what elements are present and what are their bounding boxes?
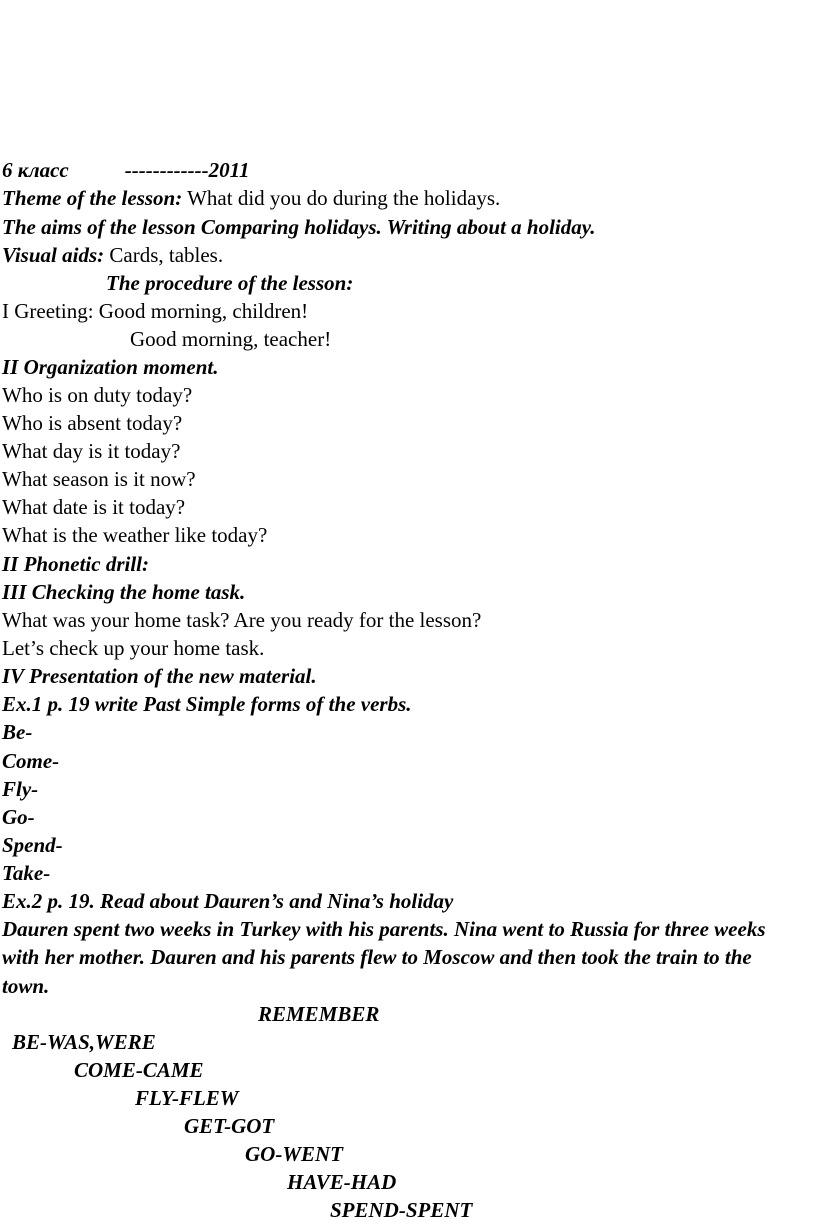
question-item: What date is it today? (2, 495, 186, 519)
theme-label: Theme of the lesson: (2, 186, 183, 210)
verb-form: GET-GOT (184, 1114, 275, 1138)
visual-aids-value: Cards, tables. (104, 243, 224, 267)
verb-form: FLY-FLEW (135, 1086, 239, 1110)
question-item: What is the weather like today? (2, 523, 268, 547)
visual-aids-label: Visual aids: (2, 243, 105, 267)
theme-value: What did you do during the holidays. (182, 186, 501, 210)
verb-form: BE-WAS,WERE (12, 1030, 156, 1054)
question-item: What day is it today? (2, 439, 181, 463)
greeting-line-2: Good morning, teacher! (130, 327, 332, 351)
verb-form: GO-WENT (245, 1142, 343, 1166)
reading-paragraph: Dauren spent two weeks in Turkey with his parents. Nina went to Russia for three weeks with her mother. Dauren and his parents flew to Moscow and then took the train to the town. (2, 917, 766, 998)
verb-item: Be- (2, 720, 33, 744)
verb-item: Take- (2, 861, 51, 885)
home-task-line-2: Let’s check up your home task. (2, 636, 265, 660)
header-line (2, 156, 250, 184)
aims-line: The aims of the lesson Comparing holidays. Writing about a holiday. (2, 215, 596, 239)
grade-label: 6 класс (2, 158, 69, 182)
home-task-line-1: What was your home task? Are you ready for the lesson? (2, 608, 482, 632)
verb-item: Come- (2, 749, 60, 773)
home-task-heading: III Checking the home task. (2, 580, 246, 604)
phonetic-drill-heading: II Phonetic drill: (2, 552, 150, 576)
verb-item: Fly- (2, 777, 39, 801)
verb-item: Go- (2, 805, 35, 829)
theme-line (2, 184, 500, 212)
visual-aids-line (2, 241, 223, 269)
verb-form: COME-CAME (74, 1058, 204, 1082)
exercise-1: Ex.1 p. 19 write Past Simple forms of the verbs. (2, 692, 412, 716)
greeting-line-1: I Greeting: Good morning, children! (2, 299, 309, 323)
verb-form: SPEND-SPENT (330, 1198, 473, 1222)
verb-form: HAVE-HAD (287, 1170, 397, 1194)
exercise-2: Ex.2 p. 19. Read about Dauren’s and Nina’s holiday (2, 889, 454, 913)
organization-heading: II Organization moment. (2, 355, 219, 379)
question-item: Who is absent today? (2, 411, 183, 435)
procedure-title: The procedure of the lesson: (106, 271, 354, 295)
remember-title: REMEMBER (258, 1002, 380, 1026)
date-label: ------------2011 (124, 158, 250, 182)
question-item: What season is it now? (2, 467, 196, 491)
verb-item: Spend- (2, 833, 63, 857)
question-item: Who is on duty today? (2, 383, 193, 407)
presentation-heading: IV Presentation of the new material. (2, 664, 317, 688)
